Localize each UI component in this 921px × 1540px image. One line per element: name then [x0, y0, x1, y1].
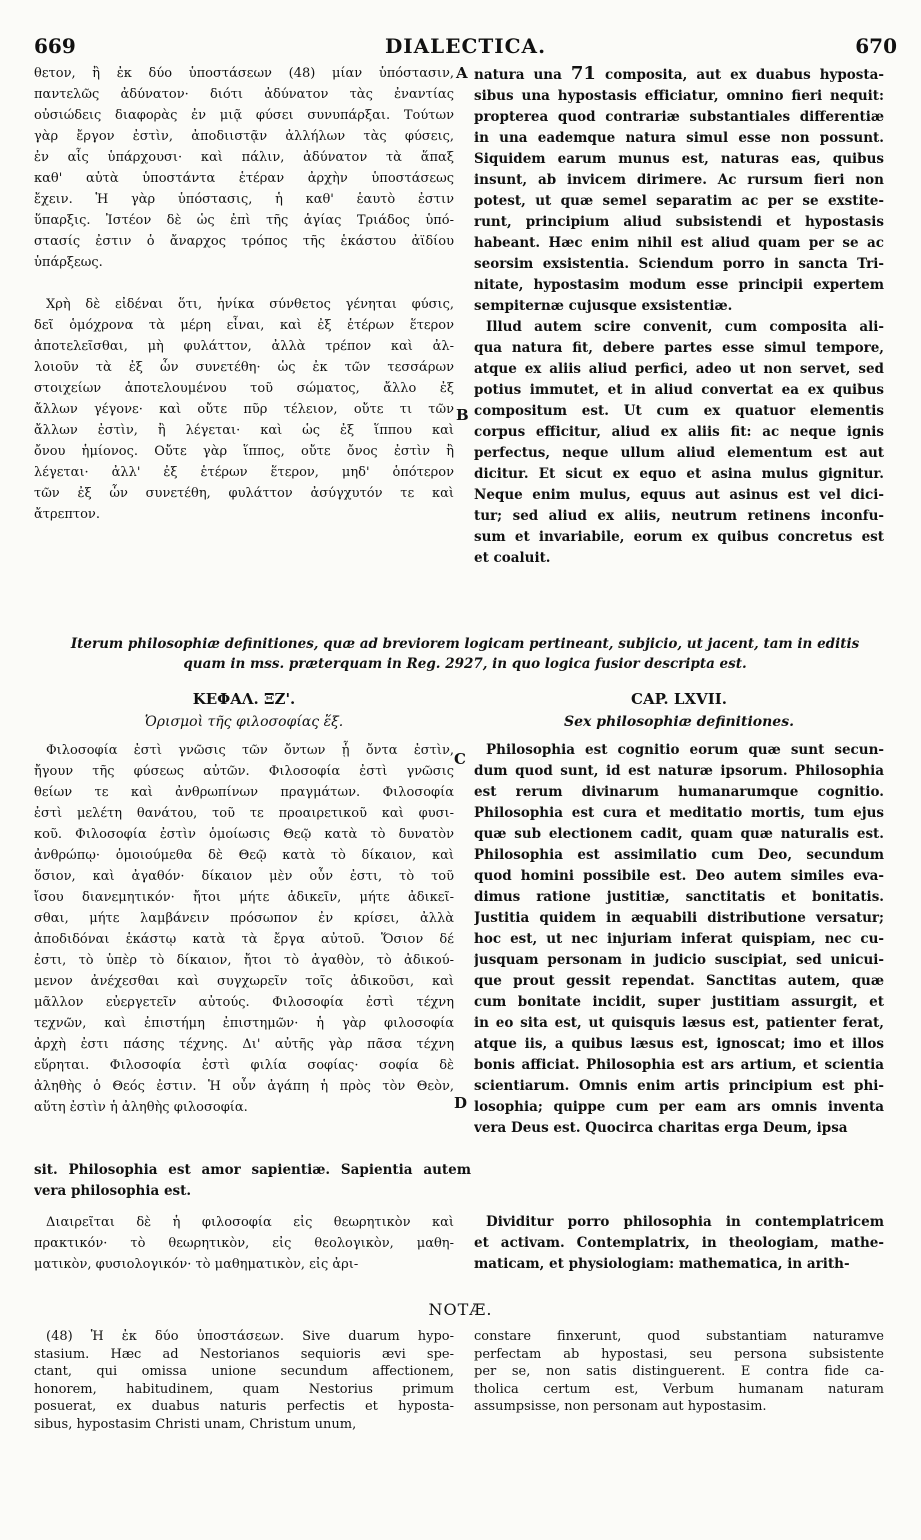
notes-left — [34, 1328, 454, 1440]
text-line: ἀποτελεῖσθαι, μὴ φυλάττον, ἀλλὰ τρέπον καὶ ἀλ- — [34, 339, 454, 354]
text-line: εὕρηται. Φιλοσοφία ἐστὶ φιλία σοφίας· σοφία δὲ — [34, 1058, 454, 1073]
text-line: sum et invariabile, eorum ex quibus concretus est — [474, 529, 884, 545]
text-line: tholica certum est, Verbum humanam naturam — [474, 1381, 884, 1397]
text-line: cum bonitate incidit, super justitiam assurgit, et — [474, 994, 884, 1010]
text-line: ὅσιον, καὶ ἀγαθόν· δίκαιον μὲν οὖν ἐστι, τὸ τοῦ — [34, 869, 454, 884]
latin-division — [474, 1212, 884, 1278]
greek-text-top — [34, 63, 454, 619]
text-line: dicitur. Et sicut ex equo et asina mulus gignitur. — [474, 466, 884, 482]
latin-text-top — [474, 63, 884, 623]
text-line: ἀνθρώπῳ· ὁμοιούμεθα δὲ Θεῷ κατὰ τὸ δίκαιον, καὶ — [34, 848, 454, 863]
text-line: ὕπαρξις. Ἰστέον δὲ ὡς ἐπὶ τῆς ἁγίας Τριάδος ὑπό- — [34, 213, 454, 228]
text-line: habeant. Hæc enim nihil est aliud quam per se ac — [474, 235, 884, 251]
text-line: ctant, qui omissa unione secundum affectionem, — [34, 1364, 454, 1379]
left-page-number: 669 — [34, 34, 76, 58]
text-line: Illud autem scire convenit, cum composita ali- — [486, 319, 884, 335]
text-line: quod homini possibile est. Deo autem similes eva- — [474, 868, 884, 884]
text-line: στοιχείων ἀποτελουμένου τοῦ σώματος, ἄλλο ἐξ — [34, 381, 454, 396]
text-line: καθ' αὑτὰ ὑποστάντα ἑτέραν ἀρχὴν ὑποστάσεως — [34, 171, 454, 186]
editorial-intro — [40, 634, 890, 674]
text-line: ἤγουν τῆς φύσεως αὐτῶν. Φιλοσοφία ἐστὶ γνῶσις — [34, 764, 454, 779]
text-line: bonis afficiat. Philosophia est ars artium, et scientia — [474, 1057, 884, 1073]
text-line: jusquam personam in judicio suscipiat, sed unicui- — [474, 952, 884, 968]
text-line: runt, principium aliud subsistendi et hypostasis — [474, 214, 884, 230]
text-line: Διαιρεῖται δὲ ἡ φιλοσοφία εἰς θεωρητικὸν καὶ — [46, 1215, 454, 1230]
text-line: tur; sed aliud ex aliis, neutrum retinens inconfu- — [474, 508, 884, 524]
text-line — [34, 273, 454, 294]
text-line: ἐν αἷς ὑπάρχουσι· καὶ πάλιν, ἀδύνατον τὰ ἅπαξ — [34, 150, 454, 165]
text-line: ματικὸν, φυσιολογικόν· τὸ μαθηματικὸν, εἰς ἀρι- — [34, 1257, 359, 1272]
text-line: posuerat, ex duabus naturis perfectis et hyposta- — [34, 1399, 454, 1414]
text-line: ὄνου ἡμίονος. Οὔτε γὰρ ἵππος, οὔτε ὄνος ἐστὶν ἢ — [34, 444, 454, 459]
text-line: est rerum divinarum humanarumque cognitio. — [474, 784, 884, 800]
text-line: (48) Ἡ ἐκ δύο ὑποστάσεων. Sive duarum hypo- — [46, 1329, 454, 1344]
latin-chapter-subtitle: Sex philosophiæ definitiones. — [564, 714, 794, 730]
margin-mark-d: D — [454, 1094, 468, 1112]
greek-division — [34, 1212, 454, 1278]
text-line: atque ex aliis aliud perfici, adeo ut non servet, sed — [474, 361, 884, 377]
text-line: corpus efficitur, aliud ex aliis fit: ac neque ignis — [474, 424, 884, 440]
text-line: Siquidem earum munus est, naturas eas, quibus — [474, 151, 884, 167]
text-line: λέγεται· ἀλλ' ἐξ ἑτέρων ἕτερον, μηδ' ὁπότερον — [34, 465, 454, 480]
text-line: Χρὴ δὲ εἰδέναι ὅτι, ἡνίκα σύνθετος γένηται φύσις, — [46, 297, 454, 312]
text-line: τῶν ἐξ ὧν συνετέθη, φυλάττον ἀσύγχυτόν τε καὶ — [34, 486, 454, 501]
text-line: ἀρχὴ ἐστι πάσης τέχνης. Δι' αὐτῆς γὰρ πᾶσα τέχνη — [34, 1037, 454, 1052]
text-line: vera Deus est. Quocirca charitas erga Deum, ipsa — [474, 1120, 848, 1136]
text-line: vera philosophia est. — [34, 1183, 192, 1199]
text-line: Neque enim mulus, equus aut asinus est vel dici- — [474, 487, 884, 503]
text-line: πρακτικόν· τὸ θεωρητικὸν, εἰς θεολογικὸν, μαθη- — [34, 1236, 454, 1251]
text-line: et coaluit. — [474, 550, 551, 566]
text-span: natura una — [474, 67, 571, 83]
text-line: potius immutet, et in aliud convertat ea ex quibus — [474, 382, 884, 398]
text-line: ἄλλων ἐστὶν, ἢ λέγεται· καὶ ὡς ἐξ ἵππου καὶ — [34, 423, 454, 438]
margin-mark-a: A — [456, 64, 468, 82]
intro-line: Iterum philosophiæ definitiones, quæ ad breviorem logicam pertineant, subjicio, ut jacent, tam in editis — [70, 636, 860, 652]
text-line: propterea quod contrariæ substantiales differentiæ — [474, 109, 884, 125]
text-line: in una eademque natura simul esse non possunt. — [474, 130, 884, 146]
text-line: perfectam ab hypostasi, seu persona subsistente — [474, 1346, 884, 1362]
notes-title: NOTÆ. — [428, 1300, 493, 1319]
text-line: Philosophia est cura et meditatio mortis, tum ejus — [474, 805, 884, 821]
text-line: θετον, ἢ ἐκ δύο ὑποστάσεων (48) μίαν ὑπόστασιν, — [34, 66, 454, 81]
text-line: scientiarum. Omnis enim artis principium est phi- — [474, 1078, 884, 1094]
text-line: assumpsisse, non personam aut hypostasim. — [474, 1399, 767, 1414]
folio-number: 71 — [570, 63, 596, 84]
text-line: sibus, hypostasim Christi unam, Christum unum, — [34, 1416, 357, 1432]
latin-chapter-heading: CAP. LXVII. — [631, 690, 727, 708]
text-line: τεχνῶν, καὶ ἐπιστήμη ἐπιστημῶν· ἡ γὰρ φιλοσοφία — [34, 1016, 454, 1031]
text-line: stasium. Hæc ad Nestorianos sequioris ævi spe- — [34, 1346, 454, 1362]
text-line: σθαι, μήτε λαμβάνειν πρόσωπον ἐν κρίσει, ἀλλὰ — [34, 911, 454, 926]
text-line: sibus una hypostasis efficiatur, omnino fieri nequit: — [474, 88, 884, 104]
text-line: αὕτη ἐστὶν ἡ ἀληθὴς φιλοσοφία. — [34, 1100, 248, 1115]
greek-chapter-heading: ΚΕΦΑΛ. ΞΖ'. — [192, 690, 296, 708]
text-line: ὑπάρξεως. — [34, 255, 103, 270]
text-line: παντελῶς ἀδύνατον· διότι ἀδύνατον τὰς ἐναντίας — [34, 87, 454, 102]
text-line: sit. Philosophia est amor sapientiæ. Sapientia autem — [34, 1162, 471, 1178]
text-line: atque iis, a quibus læsus est, ignoscat; imo et illos — [474, 1036, 884, 1052]
text-line: ἐστὶ μελέτη θανάτου, τοῦ τε προαιρετικοῦ καὶ φυσι- — [34, 806, 454, 821]
text-line: et activam. Contemplatrix, in theologiam, mathe- — [474, 1235, 884, 1251]
text-line: sempiternæ cujusque exsistentiæ. — [474, 298, 733, 314]
text-line: Philosophia est cognitio eorum quæ sunt secun- — [486, 742, 884, 758]
text-line: θείων τε καὶ ἀνθρωπίνων πραγμάτων. Φιλοσοφία — [34, 785, 454, 800]
text-line: dimus ratione justitiæ, sanctitatis et bonitatis. — [474, 889, 884, 905]
text-line: στασίς ἐστιν ὁ ἄναρχος τρόπος τῆς ἑκάστου ἀϊδίου — [34, 234, 454, 249]
text-line: Φιλοσοφία ἐστὶ γνῶσις τῶν ὄντων ᾗ ὄντα ἐστὶν, — [46, 743, 454, 758]
text-line: ἀποδιδόναι ἑκάστῳ κατὰ τὰ ἔργα αὐτοῦ. Ὅσιον δέ — [34, 932, 454, 947]
text-line: Justitia quidem in æquabili distributione versatur; — [474, 910, 884, 926]
text-line: δεῖ ὁμόχρονα τὰ μέρη εἶναι, καὶ ἐξ ἑτέρων ἕτερον — [34, 318, 454, 333]
text-line: nitate, hypostasim modum esse principii expertem — [474, 277, 884, 293]
text-span: composita, aut ex duabus hyposta- — [595, 67, 884, 83]
text-line: que prout gessit rependat. Sanctitas autem, quæ — [474, 973, 884, 989]
greek-definitions — [34, 740, 454, 1124]
text-line: dum quod sunt, id est naturæ ipsorum. Philosophia — [474, 763, 884, 779]
text-line: γὰρ ἔργον ἐστὶν, ἀποδιιστᾷν ἀλλήλων τὰς φύσεις, — [34, 129, 454, 144]
text-line: ἔχειν. Ἡ γὰρ ὑπόστασις, ἡ καθ' ἑαυτὸ ἐστιν — [34, 192, 454, 207]
text-line: qua natura fit, debere partes esse simul tempore, — [474, 340, 884, 356]
intro-line: quam in mss. præterquam in Reg. 2927, in quo logica fusior descripta est. — [183, 656, 747, 672]
text-line: losophia; quippe cum per eam ars omnis inventa — [474, 1099, 884, 1115]
margin-mark-c: C — [454, 750, 466, 768]
text-line: insunt, ab invicem dirimere. Ac rursum fieri non — [474, 172, 884, 188]
text-line: per se, non satis distinguerent. E contra fide ca- — [474, 1364, 884, 1379]
text-line: μᾶλλον εὐεργετεῖν αὐτούς. Φιλοσοφία ἐστὶ τέχνη — [34, 995, 454, 1010]
bridge-latin — [34, 1160, 471, 1204]
latin-definitions — [474, 740, 884, 1144]
text-line: μενον ἀνέχεσθαι καὶ συγχωρεῖν τοῖς ἀδικοῦσι, καὶ — [34, 974, 454, 989]
text-line: κοῦ. Φιλοσοφία ἐστὶν ὁμοίωσις Θεῷ κατὰ τὸ δυνατὸν — [34, 827, 454, 842]
text-line: seorsim exsistentia. Sciendum porro in sancta Tri- — [474, 256, 884, 272]
text-line: constare finxerunt, quod substantiam naturamve — [474, 1329, 884, 1344]
text-line: quæ sub electionem cadit, quam quæ naturalis est. — [474, 826, 884, 842]
text-line: οὐσιώδεις διαφορὰς ἐν μιᾷ φύσει συνυπάρξαι. Τούτων — [34, 108, 454, 123]
text-line: compositum est. Ut cum ex quatuor elementis — [474, 403, 884, 419]
text-line: λοιοῦν τὰ ἐξ ὧν συνετέθη· ὡς ἐκ τῶν τεσσάρων — [34, 360, 454, 375]
right-page-number: 670 — [855, 34, 897, 58]
text-line: ἐστι, τὸ ὑπὲρ τὸ δίκαιον, ἤτοι τὸ ἀγαθὸν, τὸ ἀδικού- — [34, 953, 454, 968]
running-title: DIALECTICA. — [384, 34, 547, 58]
text-line: in eo sita est, ut quisquis læsus est, patienter ferat, — [474, 1015, 884, 1031]
text-line: maticam, et physiologiam: mathematica, in arith- — [474, 1256, 850, 1272]
text-line: ἄλλων γέγονε· καὶ οὔτε πῦρ τέλειον, οὔτε τι τῶν — [34, 402, 454, 417]
text-line: ἄτρεπτον. — [34, 507, 100, 522]
notes-right — [474, 1328, 884, 1440]
text-line: honorem, habitudinem, quam Nestorius primum — [34, 1381, 454, 1397]
page-header — [34, 34, 897, 58]
text-line: ἴσου διανεμητικόν· ἤτοι μήτε ἀδικεῖν, μήτε ἀδικεῖ- — [34, 890, 454, 905]
text-line — [474, 63, 884, 86]
text-line: hoc est, ut nec injuriam inferat quispiam, nec cu- — [474, 931, 884, 947]
text-line: potest, ut quæ semel separatim ac per se exstite- — [474, 193, 884, 209]
text-line: ἀληθὴς ὁ Θεός ἐστιν. Ἡ οὖν ἀγάπη ἡ πρὸς τὸν Θεὸν, — [34, 1079, 454, 1094]
text-line: Philosophia est assimilatio cum Deo, secundum — [474, 847, 884, 863]
greek-chapter-subtitle: Ὁρισμοὶ τῆς φιλοσοφίας ἕξ. — [144, 714, 344, 730]
text-line: perfectus, neque ullum aliud elementum est aut — [474, 445, 884, 461]
text-line: Dividitur porro philosophia in contemplatricem — [486, 1214, 884, 1230]
margin-mark-b: B — [456, 406, 469, 424]
